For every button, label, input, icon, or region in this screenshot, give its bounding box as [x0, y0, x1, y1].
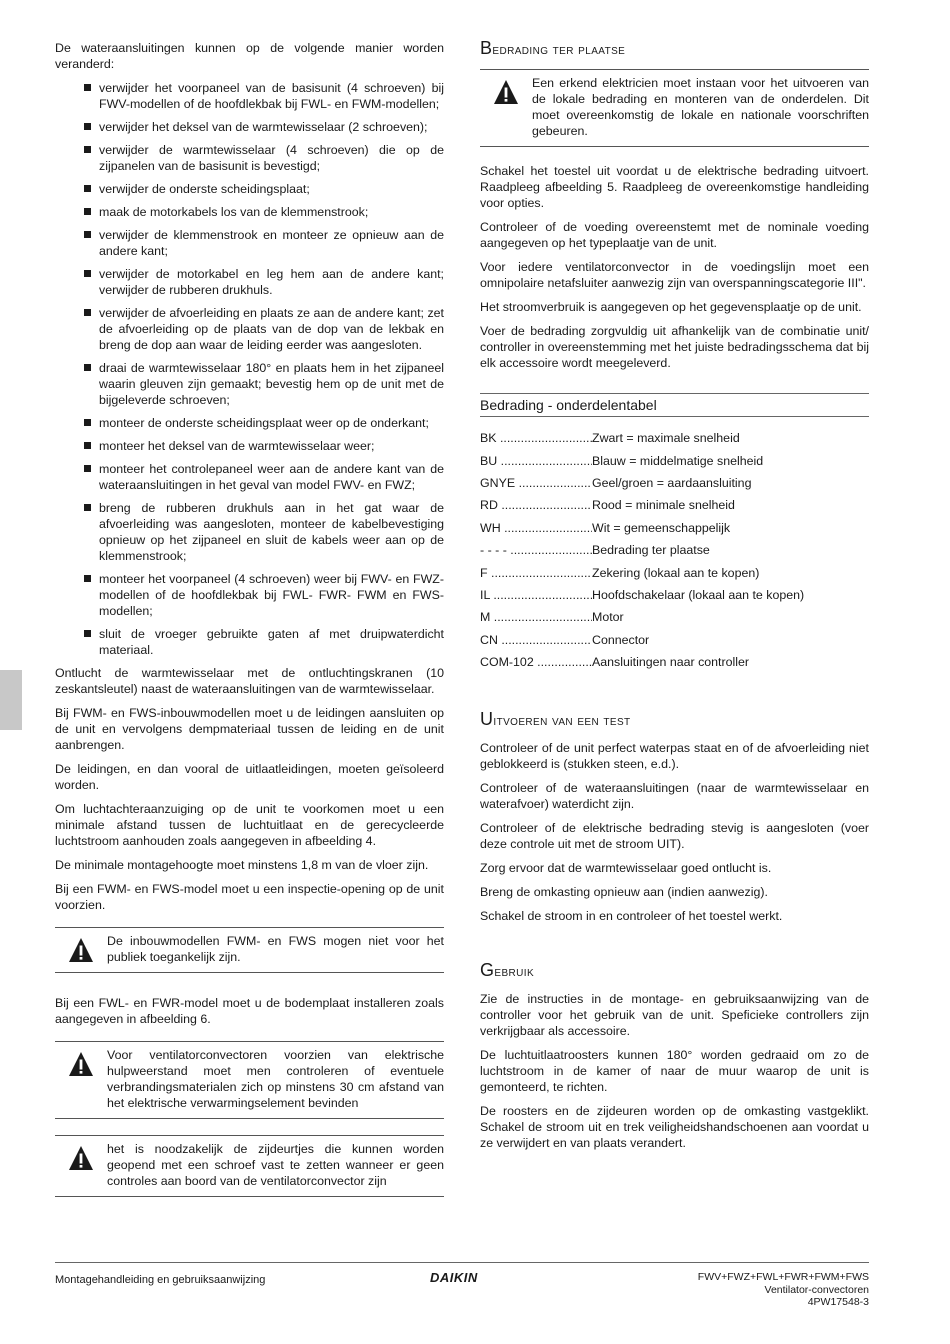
paragraph: Schakel de stroom in en controleer of het toestel werkt. — [480, 909, 783, 924]
paragraph: De roosters en de zijdeuren worden op de omkasting vastgeklikt. Schakel de stroom uit en trek veiligheidshandschoenen aan voordat u ze verwijdert en van plaats verandert. — [480, 1104, 869, 1151]
legend-desc: Wit = gemeenschappelijk — [592, 520, 731, 535]
warning-icon — [55, 1141, 107, 1171]
legend-desc: Bedrading ter plaatse — [592, 543, 710, 558]
paragraph: Voor iedere ventilatorconvector in de voedingslijn moet een omnipolaire netafsluiter aanwezig zijn van overspanningscategorie III". — [480, 260, 869, 290]
steps-list — [55, 80, 444, 658]
paragraph: Bij een FWL- en FWR-model moet u de bodemplaat installeren zoals aangegeven in afbeelding 6. — [55, 996, 444, 1026]
legend-desc: Blauw = middelmatige snelheid — [592, 453, 764, 468]
list-item: verwijder de warmtewisselaar (4 schroeven) die op de zijpanelen van de basisunit is bevestigd; — [55, 142, 444, 174]
legend-desc: Aansluitingen naar controller — [592, 655, 750, 670]
warning-icon — [55, 933, 107, 963]
legend-desc: Zwart = maximale snelheid — [592, 431, 740, 446]
right-column — [480, 40, 869, 1159]
warning-icon — [55, 1047, 107, 1077]
warning-box — [55, 1041, 444, 1119]
list-item: draai de warmtewisselaar 180° en plaats hem in het zijpaneel waarin gleuven zijn gemaakt; bevestig hem op de unit met de bijgeleverde schroeven; — [55, 360, 444, 408]
paragraph: Controleer of de voeding overeenstemt met de nominale voeding aangegeven op het typeplaatje van de unit. — [480, 220, 869, 250]
legend-desc: Motor — [592, 610, 624, 625]
legend-code: CN ..... — [480, 632, 592, 648]
paragraph: Controleer of de unit perfect waterpas staat en of de afvoerleiding niet geblokkeerd is (stukken steen, e.d.). — [480, 741, 869, 772]
paragraph: Ontlucht de warmtewisselaar met de ontluchtingskranen (10 zeskantsleutel) naast de wateraansluitingen van de warmtewisselaar. — [55, 666, 444, 696]
list-item: maak de motorkabels los van de klemmenstrook; — [55, 204, 444, 220]
list-item: verwijder de motorkabel en leg hem aan de andere kant; verwijder de rubberen drukhuls. — [55, 266, 444, 298]
table-row — [480, 472, 869, 494]
legend-code: WH ..... — [480, 520, 592, 536]
table-row — [480, 539, 869, 561]
list-item: monteer het deksel van de warmtewisselaar weer; — [55, 438, 444, 454]
list-item: verwijder het deksel van de warmtewisselaar (2 schroeven); — [55, 119, 444, 135]
paragraph: Breng de omkasting opnieuw aan (indien aanwezig). — [480, 885, 768, 900]
table-row — [480, 561, 869, 583]
list-item: verwijder de klemmenstrook en monteer ze opnieuw aan de andere kant; — [55, 227, 444, 259]
paragraph: Controleer of de wateraansluitingen (naar de warmtewisselaar en waterafvoer) waterdicht zijn. — [480, 781, 869, 812]
list-item: sluit de vroeger gebruikte gaten af met druipwaterdicht materiaal. — [55, 626, 444, 658]
footer-product-info — [698, 1271, 869, 1309]
paragraph: De leidingen, en dan vooral de uitlaatleidingen, moeten geïsoleerd worden. — [55, 762, 444, 792]
paragraph: Voer de bedrading zorgvuldig uit afhankelijk van de combinatie unit/ controller in overeenstemming met het juiste bedradingsschema dat bij elk accessoire wordt meegeleverd. — [480, 324, 869, 370]
table-row — [480, 494, 869, 516]
paragraph: Bij FWM- en FWS-inbouwmodellen moet u de leidingen aansluiten op de unit en vervolgens dempmateriaal tussen de leiding en de unit aanbrengen. — [55, 706, 444, 752]
paragraph: De luchtuitlaatroosters kunnen 180° worden gedraaid om zo de luchtstroom in de kamer of naar de muur waarop de unit is gemonteerd, te richten. — [480, 1048, 869, 1095]
footer-code: 4PW17548-3 — [807, 1296, 869, 1308]
list-item: verwijder de afvoerleiding en plaats ze aan de andere kant; zet de afvoerleiding op de plaats van de dop van de lekbak en breng de dop aan waar de leiding eerder was aangesloten. — [55, 305, 444, 353]
warning-box — [55, 1135, 444, 1197]
warning-text: Een erkend elektricien moet instaan voor het uitvoeren van de lokale bedrading en monteren van de onderdelen. Dit moet overeenkomstig de lokale en nationale voorschriften gebeuren. — [532, 76, 869, 138]
legend-desc: Rood = minimale snelheid — [592, 498, 735, 513]
warning-text: Voor ventilatorconvectoren voorzien van elektrische hulpweerstand moet men controleren of eventuele verbrandingsmaterialen zich op minstens 30 cm afstand van het elektrische verwarmingselement bevinden — [107, 1048, 444, 1110]
legend-code: IL ..... — [480, 587, 592, 603]
warning-text: De inbouwmodellen FWM- en FWS mogen niet voor het publiek toegankelijk zijn. — [107, 934, 444, 964]
section-heading-wiring: Bedrading ter plaatse — [480, 38, 626, 58]
list-item: monteer de onderste scheidingsplaat weer op de onderkant; — [55, 415, 444, 431]
warning-text: het is noodzakelijk de zijdeurtjes die kunnen worden geopend met een schroef vast te zetten wanneer er geen controles aan boord van de ventilatorconvector zijn — [107, 1142, 444, 1188]
paragraph: Om luchtachteraanzuiging op de unit te voorkomen moet u een minimale afstand tussen de luchtuitlaat en de gerecycleerde luchtstroom aanhouden zoals aangegeven in afbeelding 4. — [55, 802, 444, 848]
paragraph: Zorg ervoor dat de warmtewisselaar goed ontlucht is. — [480, 861, 772, 876]
footer-manual-title: Montagehandleiding en gebruiksaanwijzing — [55, 1274, 266, 1286]
paragraph: De minimale montagehoogte moet minstens 1,8 m van de vloer zijn. — [55, 858, 429, 872]
legend-code: GNYE ..... — [480, 475, 592, 491]
footer-product: Ventilator-convectoren — [764, 1283, 869, 1296]
warning-box — [480, 69, 869, 147]
legend-desc: Geel/groen = aardaansluiting — [592, 475, 752, 490]
list-item: breng de rubberen drukhuls aan in het gat waar de afvoerleiding was aangesloten, monteer de kabelbevestiging opnieuw op het zijpaneel en sluit de kabels weer aan op de klemmenstrook; — [55, 500, 444, 564]
legend-desc: Hoofdschakelaar (lokaal aan te kopen) — [592, 587, 805, 602]
table-row — [480, 427, 869, 449]
table-row — [480, 606, 869, 628]
daikin-logo: DAIKIN — [430, 1270, 478, 1285]
section-heading-use: Gebruik — [480, 960, 535, 981]
list-item: monteer het controlepaneel weer aan de andere kant van de wateraansluitingen in het geval van model FWV- en FWZ; — [55, 461, 444, 493]
table-row — [480, 584, 869, 606]
legend-code: BK ..... — [480, 430, 592, 446]
paragraph: Schakel het toestel uit voordat u de elektrische bedrading uitvoert. Raadpleeg afbeelding 5. Raadpleeg de overeenkomstige handleiding voor opties. — [480, 164, 869, 210]
legend-code: COM-102 ..... — [480, 654, 592, 670]
legend-code: BU ..... — [480, 453, 592, 469]
warning-box — [55, 927, 444, 973]
warning-icon — [480, 75, 532, 105]
legend-desc: Zekering (lokaal aan te kopen) — [592, 565, 760, 580]
table-title: Bedrading - onderdelentabel — [480, 393, 869, 417]
legend-code: RD ..... — [480, 497, 592, 513]
table-row — [480, 449, 869, 471]
table-row — [480, 651, 869, 673]
table-row — [480, 517, 869, 539]
paragraph: Controleer of de elektrische bedrading stevig is aangesloten (voer deze controle uit met de stroom UIT). — [480, 821, 869, 852]
section-heading-test: Uitvoeren van een test — [480, 709, 631, 730]
side-tab-marker — [0, 670, 22, 730]
legend-code: M ..... — [480, 609, 592, 625]
legend-desc: Connector — [592, 632, 650, 647]
legend-code: F ..... — [480, 565, 592, 581]
list-item: monteer het voorpaneel (4 schroeven) weer bij FWV- en FWZ-modellen of de hoofdlekbak bij FWL- FWR- FWM en FWS-modellen; — [55, 571, 444, 619]
paragraph: Zie de instructies in de montage- en gebruiksaanwijzing van de controller voor het gebruik van de unit. Speficieke controllers zijn verkrijgbaar als accessoire. — [480, 992, 869, 1039]
list-item: verwijder de onderste scheidingsplaat; — [55, 181, 444, 197]
legend-table — [480, 427, 869, 673]
intro-paragraph: De wateraansluitingen kunnen op de volgende manier worden veranderd: — [55, 41, 444, 71]
legend-code: - - - - ..... — [480, 542, 592, 558]
footer-models: FWV+FWZ+FWL+FWR+FWM+FWS — [697, 1271, 869, 1283]
left-column — [55, 40, 444, 1213]
list-item: verwijder het voorpaneel van de basisunit (4 schroeven) bij FWV-modellen of de hoofdlekbak bij FWL- en FWM-modellen; — [55, 80, 444, 112]
paragraph: Bij een FWM- en FWS-model moet u een inspectie-opening op de unit voorzien. — [55, 882, 444, 912]
table-row — [480, 629, 869, 651]
paragraph: Het stroomverbruik is aangegeven op het gegevensplaatje op de unit. — [480, 300, 862, 314]
footer-divider — [55, 1262, 869, 1263]
